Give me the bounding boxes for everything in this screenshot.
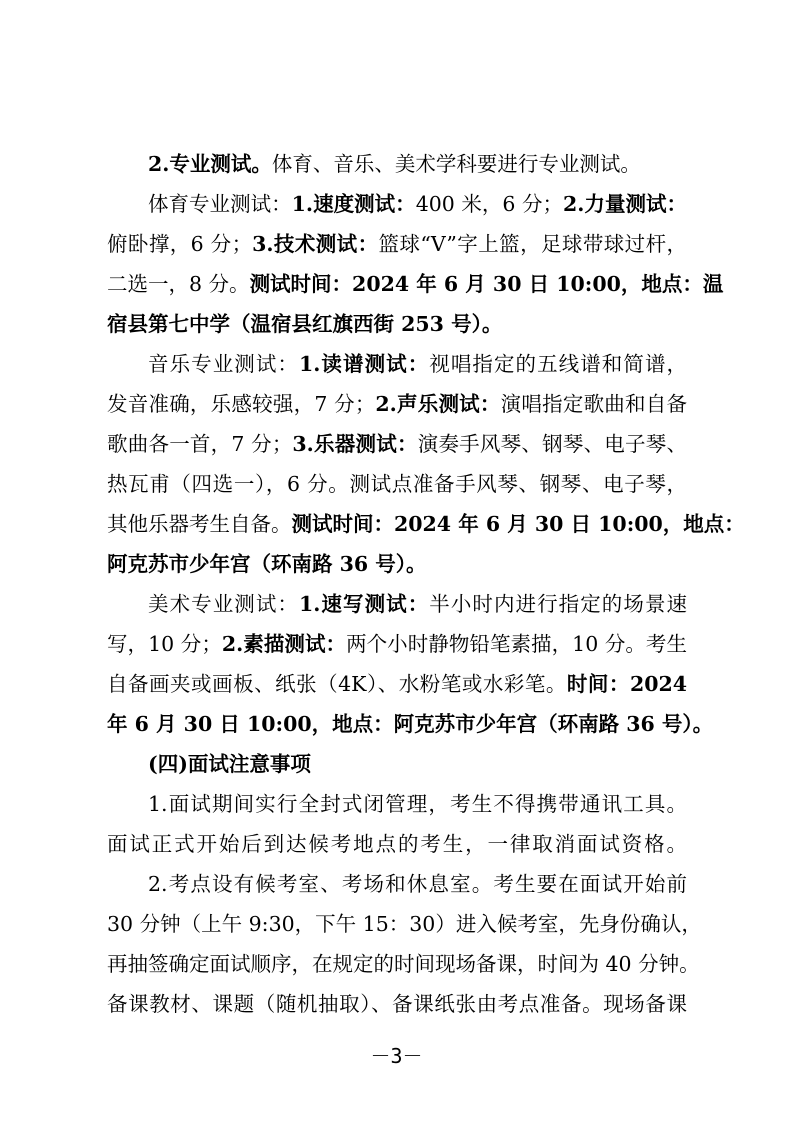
pe-test-line-1	[148, 186, 687, 222]
instrument-test-label: 3.乐器测试：	[292, 432, 418, 456]
skill-test-detail: 篮球“V”字上篮，足球带球过杆，	[378, 232, 688, 256]
pe-test-location	[107, 306, 687, 342]
speed-test-label: 1.速度测试：	[291, 192, 416, 216]
rule-2-text-b: 30 分钟（上午 9:30，下午 15：30）进入候考室，先身份确认，	[107, 912, 702, 936]
strength-test-detail: 俯卧撑，6 分；	[107, 232, 253, 256]
interview-rule-2-line-1	[148, 866, 687, 902]
art-test-location	[107, 706, 714, 742]
music-test-line-1	[148, 346, 687, 382]
rule-2-text-c: 再抽签确定面试顺序，在规定的时间现场备课，时间为 40 分钟。	[107, 952, 700, 976]
drawing-test-label: 2.素描测试：	[221, 632, 347, 656]
skill-test-score: 二选一，8 分。	[107, 272, 250, 296]
vocal-test-detail: 演唱指定歌曲和自备	[500, 392, 687, 416]
music-label: 音乐专业测试：	[148, 352, 299, 376]
instrument-self-provided: 其他乐器考生自备。	[107, 512, 292, 536]
rule-1-text-b: 面试正式开始后到达候考地点的考生，一律取消面试资格。	[107, 832, 687, 856]
music-test-line-4	[107, 466, 687, 502]
music-location-text: 阿克苏市少年宫（环南路 36 号）。	[107, 552, 427, 576]
pe-test-line-3	[107, 266, 724, 302]
rule-2-text-d: 备课教材、课题（随机抽取）、备课纸张由考点准备。现场备课	[107, 992, 687, 1016]
sight-reading-score: 发音准确，乐感较强，7 分；	[107, 392, 376, 416]
instrument-test-detail: 演奏手风琴、钢琴、电子琴、	[417, 432, 688, 456]
art-label: 美术专业测试：	[148, 592, 299, 616]
vocal-test-score: 歌曲各一首，7 分；	[107, 432, 293, 456]
art-test-line-3	[107, 666, 687, 702]
vocal-test-label: 2.声乐测试：	[375, 392, 501, 416]
section-heading-professional-test	[148, 146, 687, 182]
music-test-time: 测试时间：2024 年 6 月 30 日 10:00，地点：	[291, 512, 745, 536]
heading-label: 2.专业测试。	[148, 152, 272, 176]
rule-1-text-a: 1.面试期间实行全封式闭管理，考生不得携带通讯工具。	[148, 792, 687, 816]
pe-test-time: 测试时间：2024 年 6 月 30 日 10:00，地点：温	[249, 272, 724, 296]
art-time-label: 时间：2024	[566, 672, 688, 696]
art-materials: 自备画夹或画板、纸张（4K）、水粉笔或水彩笔。	[107, 672, 567, 696]
sketch-test-label: 1.速写测试：	[298, 592, 430, 616]
speed-test-detail: 400 米，6 分；	[415, 192, 563, 216]
interview-rule-2-line-4	[107, 986, 687, 1022]
rule-2-text-a: 2.考点设有候考室、考场和休息室。考生要在面试开始前	[148, 872, 687, 896]
interview-rule-1-line-1	[148, 786, 687, 822]
interview-notes-title: (四)面试注意事项	[148, 752, 311, 776]
music-test-line-5	[107, 506, 745, 542]
pe-label: 体育专业测试：	[148, 192, 292, 216]
music-test-line-3	[107, 426, 687, 462]
sketch-test-detail: 半小时内进行指定的场景速	[429, 592, 688, 616]
art-time-location: 年 6 月 30 日 10:00，地点：阿克苏市少年宫（环南路 36 号）。	[107, 712, 714, 736]
sketch-test-score: 写，10 分；	[107, 632, 222, 656]
heading-text: 体育、音乐、美术学科要进行专业测试。	[271, 152, 641, 176]
interview-rule-2-line-2	[107, 906, 702, 942]
drawing-test-detail: 两个小时静物铅笔素描，10 分。考生	[346, 632, 687, 656]
interview-notes-heading	[148, 746, 687, 782]
strength-test-label: 2.力量测试：	[563, 192, 688, 216]
music-test-line-2	[107, 386, 687, 422]
sight-reading-detail: 视唱指定的五线谱和简谱，	[429, 352, 688, 376]
sight-reading-label: 1.读谱测试：	[298, 352, 430, 376]
pe-location-text: 宿县第七中学（温宿县红旗西街 253 号）。	[107, 312, 503, 336]
art-test-line-2	[107, 626, 687, 662]
instrument-test-notes: 热瓦甫（四选一），6 分。测试点准备手风琴、钢琴、电子琴，	[107, 472, 687, 496]
interview-rule-2-line-3	[107, 946, 700, 982]
art-test-line-1	[148, 586, 687, 622]
interview-rule-1-line-2	[107, 826, 687, 862]
pe-test-line-2	[107, 226, 687, 262]
skill-test-label: 3.技术测试：	[252, 232, 379, 256]
page-number: －3－	[370, 1044, 423, 1068]
music-test-location	[107, 546, 687, 582]
